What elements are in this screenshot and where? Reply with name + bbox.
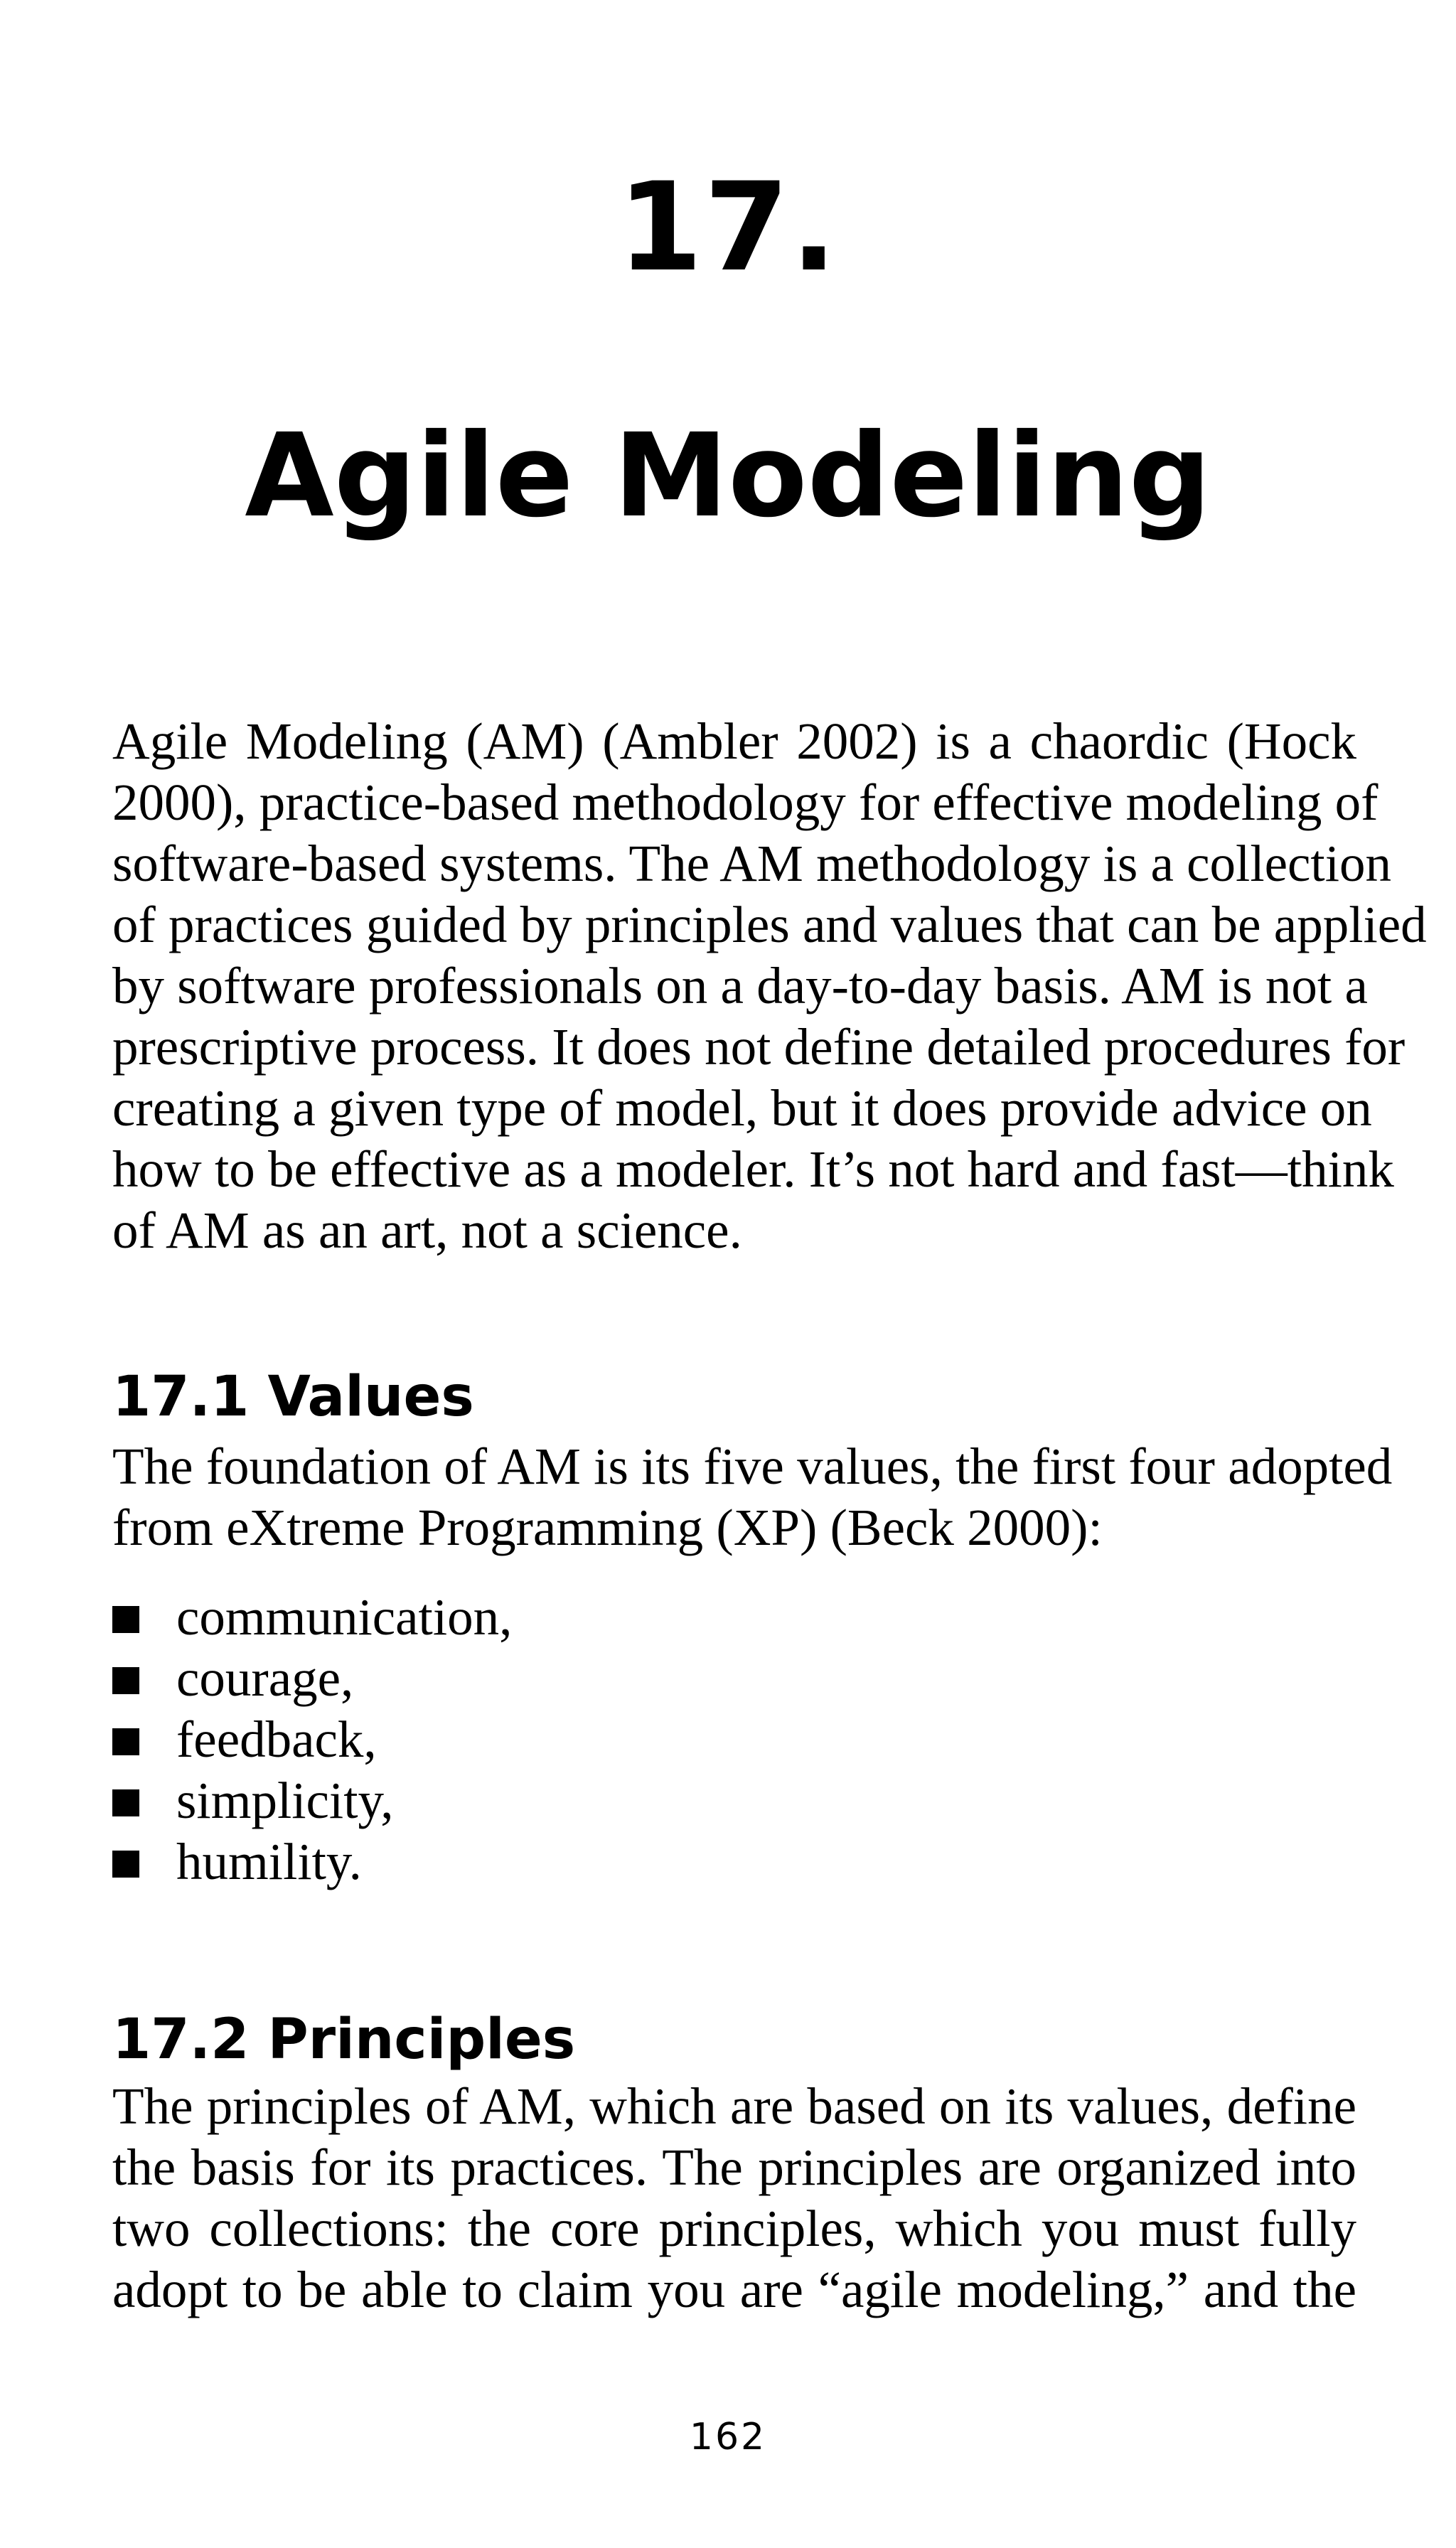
list-item-text: feedback, (176, 1711, 377, 1768)
values-paragraph (112, 1436, 1393, 1558)
list-item-text: humility. (176, 1833, 362, 1890)
values-list (112, 1587, 512, 1893)
paragraph-line: by software professionals on a day-to-day basis. AM is not a (112, 957, 1368, 1015)
square-bullet-icon (112, 1851, 139, 1878)
section-number: 17.1 (112, 1365, 250, 1429)
list-item (112, 1648, 512, 1709)
section-heading-principles (112, 2008, 575, 2072)
list-item (112, 1709, 512, 1770)
paragraph-line: of AM as an art, not a science. (112, 1201, 742, 1259)
paragraph-line: from eXtreme Programming (XP) (Beck 2000): (112, 1499, 1103, 1556)
list-item (112, 1587, 512, 1648)
page-number: 162 (689, 2416, 767, 2458)
paragraph-line: the basis for its practices. The principles are organized into (112, 2138, 1356, 2196)
paragraph-line: The principles of AM, which are based on its values, define (112, 2077, 1356, 2135)
chapter-number: 17. (617, 156, 839, 299)
paragraph-line: two collections: the core principles, which you must fully (112, 2200, 1356, 2257)
paragraph-line: 2000), practice-based methodology for effective modeling of (112, 774, 1379, 831)
square-bullet-icon (112, 1667, 139, 1694)
list-item (112, 1831, 512, 1893)
section-number: 17.2 (112, 2008, 250, 2072)
list-item-text: communication, (176, 1588, 513, 1646)
list-item-text: courage, (176, 1649, 354, 1707)
paragraph-line: creating a given type of model, but it does provide advice on (112, 1079, 1372, 1137)
square-bullet-icon (112, 1728, 139, 1755)
section-title: Values (267, 1365, 474, 1429)
paragraph-line: The foundation of AM is its five values, the first four adopted (112, 1438, 1393, 1495)
paragraph-line: how to be effective as a modeler. It’s not hard and fast—think (112, 1140, 1394, 1198)
principles-paragraph (112, 2076, 1356, 2320)
paragraph-line: adopt to be able to claim you are “agile modeling,” and the (112, 2261, 1356, 2318)
list-item (112, 1770, 512, 1831)
square-bullet-icon (112, 1606, 139, 1633)
chapter-title: Agile Modeling (245, 410, 1211, 543)
section-title: Principles (267, 2008, 576, 2072)
section-heading-values (112, 1365, 474, 1429)
list-item-text: simplicity, (176, 1772, 394, 1829)
square-bullet-icon (112, 1789, 139, 1816)
intro-paragraph (112, 711, 1427, 1261)
paragraph-line: of practices guided by principles and values that can be applied (112, 896, 1427, 953)
paragraph-line: Agile Modeling (AM) (Ambler 2002) is a chaordic (Hock (112, 712, 1356, 770)
paragraph-line: software-based systems. The AM methodology is a collection (112, 835, 1391, 892)
paragraph-line: prescriptive process. It does not define detailed procedures for (112, 1018, 1406, 1076)
